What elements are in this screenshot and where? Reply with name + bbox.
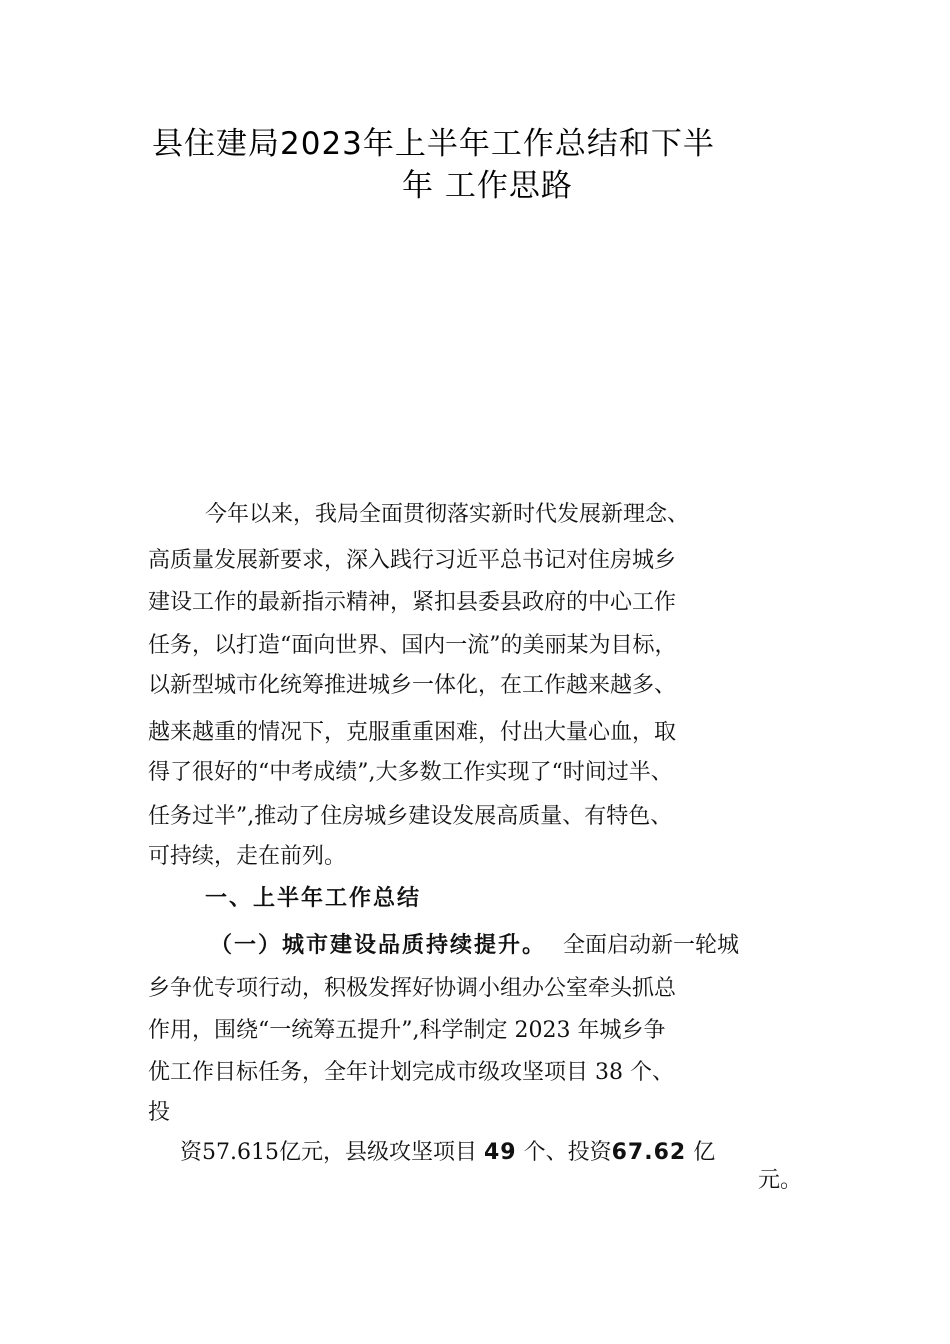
subsection-line: 乡争优专项行动，积极发挥好协调小组办公室牵头抓总: [148, 976, 677, 1001]
intro-line: 任务过半”,推动了住房城乡建设发展高质量、有特色、: [148, 804, 673, 829]
intro-line: 越来越重的情况下，克服重重困难，付出大量心血，取: [148, 720, 677, 745]
intro-line: 建设工作的最新指示精神，紧扣县委县政府的中心工作: [148, 590, 677, 615]
subsection-text: 亿: [686, 1140, 716, 1165]
intro-line: 得了很好的“中考成绩”,大多数工作实现了“时间过半、: [148, 760, 673, 785]
subsection-text: 个、投资: [516, 1140, 612, 1165]
intro-line: 今年以来，我局全面贯彻落实新时代发展新理念、: [205, 502, 690, 527]
subsection-heading: （一）城市建设品质持续提升。: [210, 933, 547, 958]
subsection-first-line: [210, 930, 739, 962]
intro-line: 高质量发展新要求，深入践行习近平总书记对住房城乡: [148, 548, 677, 573]
subsection-tail: 元。: [758, 1168, 803, 1193]
intro-line: 任务，以打造“面向世界、国内一流”的美丽某为目标，: [148, 633, 677, 658]
number-value: 49: [483, 1140, 517, 1165]
document-title-line-2: 年 工作思路: [402, 168, 573, 204]
subsection-line: 优工作目标任务，全年计划完成市级攻坚项目 38 个、: [148, 1060, 674, 1085]
subsection-text: 资57.615亿元，县级攻坚项目: [180, 1140, 484, 1165]
subsection-line: 投: [148, 1100, 171, 1125]
number-value: 67.62: [611, 1140, 687, 1165]
subsection-line: 作用，围绕“一统筹五提升”,科学制定 2023 年城乡争: [148, 1018, 666, 1043]
document-title-line-1: 县住建局2023年上半年工作总结和下半: [152, 126, 715, 162]
intro-line: 以新型城市化统筹推进城乡一体化，在工作越来越多、: [148, 673, 677, 698]
intro-line: 可持续，走在前列。: [148, 844, 347, 869]
section-heading: 一、上半年工作总结: [205, 886, 422, 911]
subsection-text: 全面启动新一轮城: [563, 933, 740, 958]
subsection-last-line: [180, 1137, 715, 1169]
